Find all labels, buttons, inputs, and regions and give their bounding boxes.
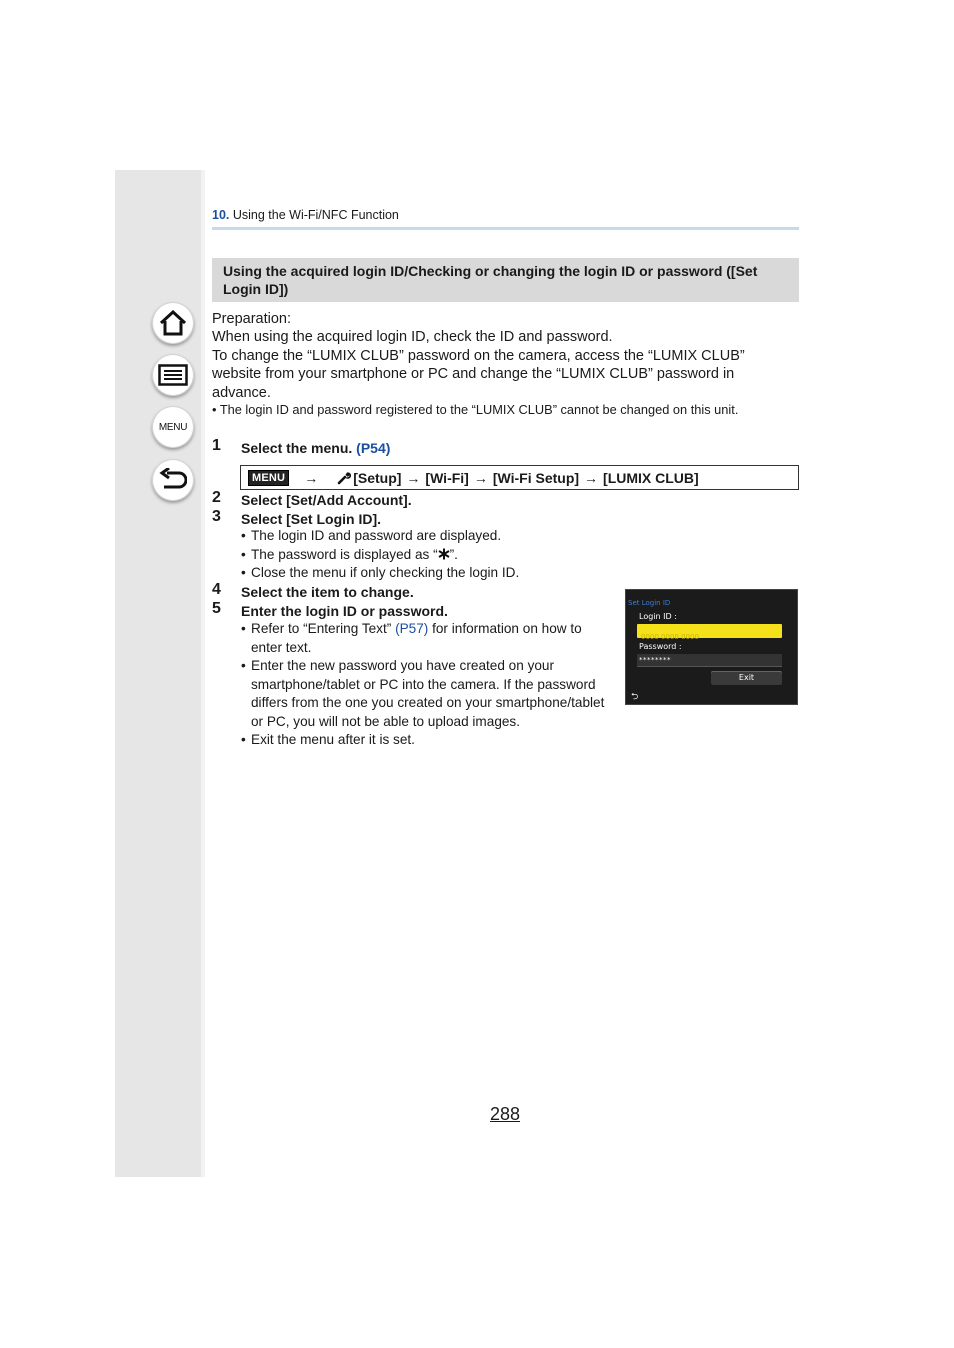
intro-line-1: Preparation: [212,311,291,327]
step-5-bullet-3: Exit the menu after it is set. [251,732,415,747]
step-5-bullet-2: Enter the new password you have created on your smartphone/tablet or PC into the camera. If the password differs from the one you created on your smartphone/tablet or PC, you will not be able to upload images. [251,658,605,729]
list-item [241,657,616,731]
bullet: • [241,621,246,636]
step-1-link[interactable]: (P54) [356,440,391,456]
login-id-field[interactable] [637,624,782,641]
list-item [241,564,519,583]
step-5-text: Enter the login ID or password. [241,603,448,619]
menu-badge: MENU [248,470,289,486]
home-button[interactable] [152,302,194,344]
contents-button[interactable] [152,354,194,396]
menu-path [240,465,799,490]
step-3-bullet-3: Close the menu if only checking the login ID. [251,565,520,580]
arrow: → [473,469,488,486]
password-label: Password : [639,642,682,651]
home-icon [159,310,187,336]
step-3-bullet-2-pre: The password is displayed as “ [251,547,438,562]
menu-path-wifi-setup: [Wi-Fi Setup] [492,469,580,486]
intro-line-5: advance. [212,385,271,401]
exit-button[interactable]: Exit [711,671,782,685]
bullet: • [241,732,246,747]
step-5-bullet-1 [251,620,616,657]
password-field[interactable]: ******** [637,654,782,667]
menu-button-label: MENU [158,421,188,433]
step-5-bullet-1-post: for information on how to enter text. [251,621,582,655]
section-header [212,208,799,222]
arrow: → [304,469,319,486]
bullet: • [241,547,246,562]
step-4-text: Select the item to change. [241,584,414,600]
menu-path-lumix-club: [LUMIX CLUB] [603,469,699,486]
intro-line-4: website from your smartphone or PC and change the “LUMIX CLUB” password in [212,366,735,382]
back-icon[interactable]: ⮌ [631,692,639,702]
arrow: → [406,469,421,486]
back-button[interactable] [152,459,194,501]
step-3-text: Select [Set Login ID]. [241,511,382,527]
step-5-bullet-1-pre: Refer to “Entering Text” [251,621,392,636]
list-item [241,731,616,750]
menu-button[interactable] [152,406,194,448]
step-5-bullet-1-link[interactable]: (P57) [395,621,429,636]
list-item [241,546,458,565]
arrow: → [584,469,599,486]
bullet: • [241,528,246,543]
sidebar-edge [201,170,205,1177]
login-id-value: 0000 0000 0000 [641,633,699,641]
step-2-text: Select [Set/Add Account]. [241,492,412,508]
intro-note-text: The login ID and password registered to the “LUMIX CLUB” cannot be changed on this unit. [219,402,739,417]
asterisk-icon [438,548,450,560]
bullet: • [212,402,217,417]
step-3-bullet-2-post: ”. [449,547,458,562]
step-number-1: 1 [212,437,221,454]
list-item [241,620,616,657]
page-title: Using the acquired login ID/Checking or changing the login ID or password ([Set Login ID]) [212,258,799,302]
intro-note [212,402,738,417]
intro-line-3: To change the “LUMIX CLUB” password on the camera, access the “LUMIX CLUB” [212,348,745,364]
step-number-3: 3 [212,508,221,525]
intro-line-2: When using the acquired login ID, check the ID and password. [212,329,613,345]
section-number: 10. [212,208,230,222]
header-rule [212,227,799,230]
step-1-text: Select the menu. [241,440,353,456]
menu-path-setup: [Setup] [353,469,402,486]
wrench-icon [337,471,351,485]
list-icon [158,364,188,386]
step-number-2: 2 [212,489,221,506]
list-item [241,527,501,546]
section-title: Using the Wi-Fi/NFC Function [232,208,399,222]
step-number-4: 4 [212,581,221,598]
return-icon [159,468,187,492]
screen-title: Set Login ID [628,599,671,607]
login-id-label: Login ID : [639,612,677,621]
page-number: 288 [490,1104,521,1124]
menu-path-wifi: [Wi-Fi] [425,469,469,486]
step-1 [241,440,390,456]
bullet: • [241,565,246,580]
camera-screen [625,589,798,705]
bullet: • [241,658,246,673]
step-number-5: 5 [212,600,221,617]
step-3-bullet-1: The login ID and password are displayed. [251,528,502,543]
